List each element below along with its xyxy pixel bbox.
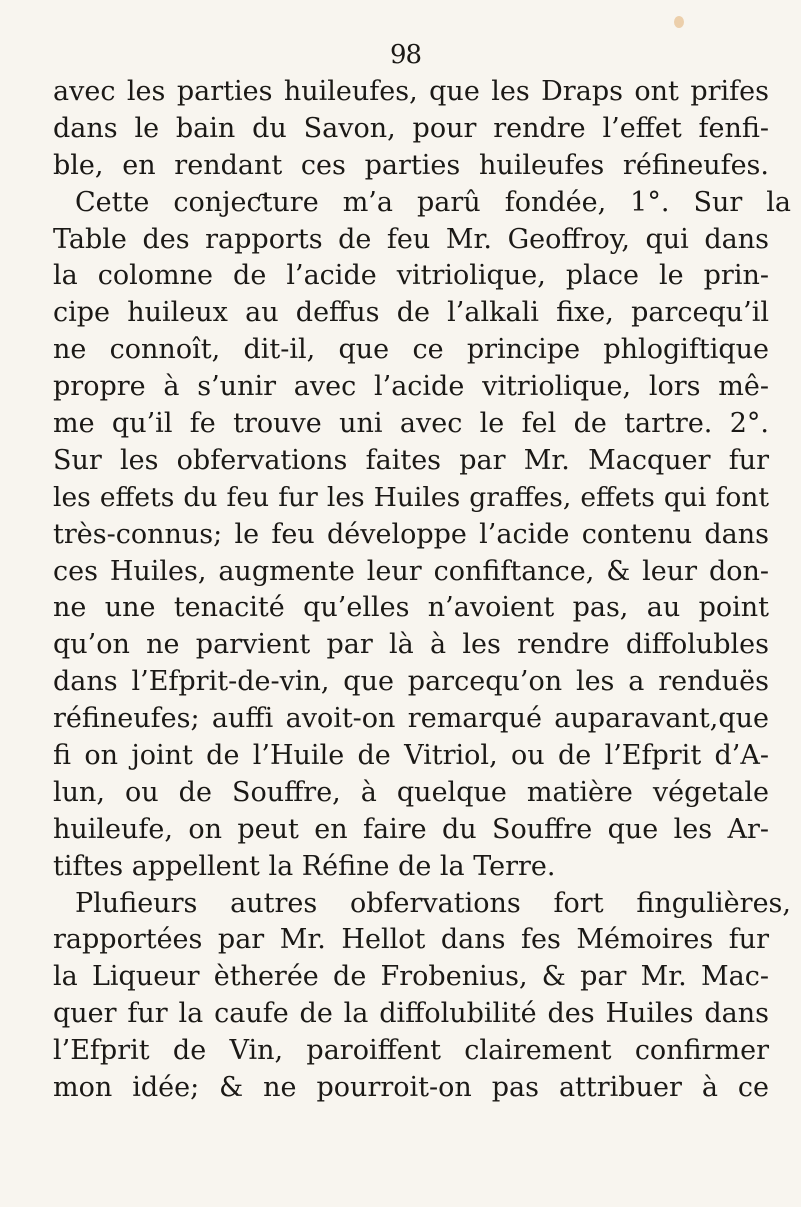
ink-spot: [674, 16, 684, 28]
text-line: très-connus; le feu développe l’acide contenu dans: [53, 518, 769, 550]
text-line: ces Huiles, augmente leur confiftance, & leur don-: [53, 555, 769, 587]
text-line: dans l’Efprit-de-vin, que parcequ’on les a renduës: [53, 666, 769, 698]
text-line: réfineufes; auffi avoit-on remarqué auparavant,que: [53, 703, 769, 735]
text-line: qu’on ne parvient par là à les rendre diffolubles: [53, 629, 769, 661]
text-line: ne une tenacité qu’elles n’avoient pas, au point: [53, 592, 769, 624]
text-line: avec les parties huileufes, que les Draps ont prifes: [53, 76, 769, 107]
text-line: ne connoît, dit-il, que ce principe phlogiftique: [53, 334, 769, 366]
text-line: propre à s’unir avec l’acide vitriolique, lors mê-: [53, 371, 769, 403]
text-line: Sur les obfervations faites par Mr. Macquer fur: [53, 444, 769, 476]
page-number: 98: [389, 40, 422, 70]
text-line: fi on joint de l’Huile de Vitriol, ou de l’Efprit d’A-: [53, 740, 769, 772]
text-line: la colomne de l’acide vitriolique, place le prin-: [53, 260, 769, 292]
text-line: tiftes appellent la Réfine de la Terre.: [53, 850, 556, 882]
text-line: Plufieurs autres obfervations fort fingulières,: [75, 887, 791, 919]
text-line: les effets du feu fur les Huiles graffes, effets qui font: [53, 481, 769, 513]
text-line: huileufe, on peut en faire du Souffre que les Ar-: [53, 813, 769, 845]
text-line: Cette conjeƈture m’a parû fondée, 1°. Sur la: [75, 186, 791, 218]
text-line: quer fur la caufe de la diffolubilité des Huiles dans: [53, 998, 769, 1030]
text-line: me qu’il fe trouve uni avec le fel de tartre. 2°.: [53, 408, 769, 440]
text-line: la Liqueur ètherée de Frobenius, & par Mr. Mac-: [53, 961, 769, 993]
text-line: rapportées par Mr. Hellot dans fes Mémoires fur: [53, 924, 769, 956]
text-line: dans le bain du Savon, pour rendre l’effet fenfi-: [53, 112, 769, 144]
text-line: Table des rapports de feu Mr. Geoffroy, qui dans: [53, 223, 769, 255]
text-line: lun, ou de Souffre, à quelque matière végetale: [53, 776, 769, 808]
body-text: [53, 74, 791, 1107]
text-line: mon idée; & ne pourroit-on pas attribuer à ce: [53, 1072, 769, 1104]
text-line: cipe huileux au deffus de l’alkali fixe, parcequ’il: [53, 297, 769, 329]
text-line: ble, en rendant ces parties huileufes réfineufes.: [53, 149, 769, 181]
text-line: l’Efprit de Vin, paroiffent clairement confirmer: [53, 1035, 769, 1067]
